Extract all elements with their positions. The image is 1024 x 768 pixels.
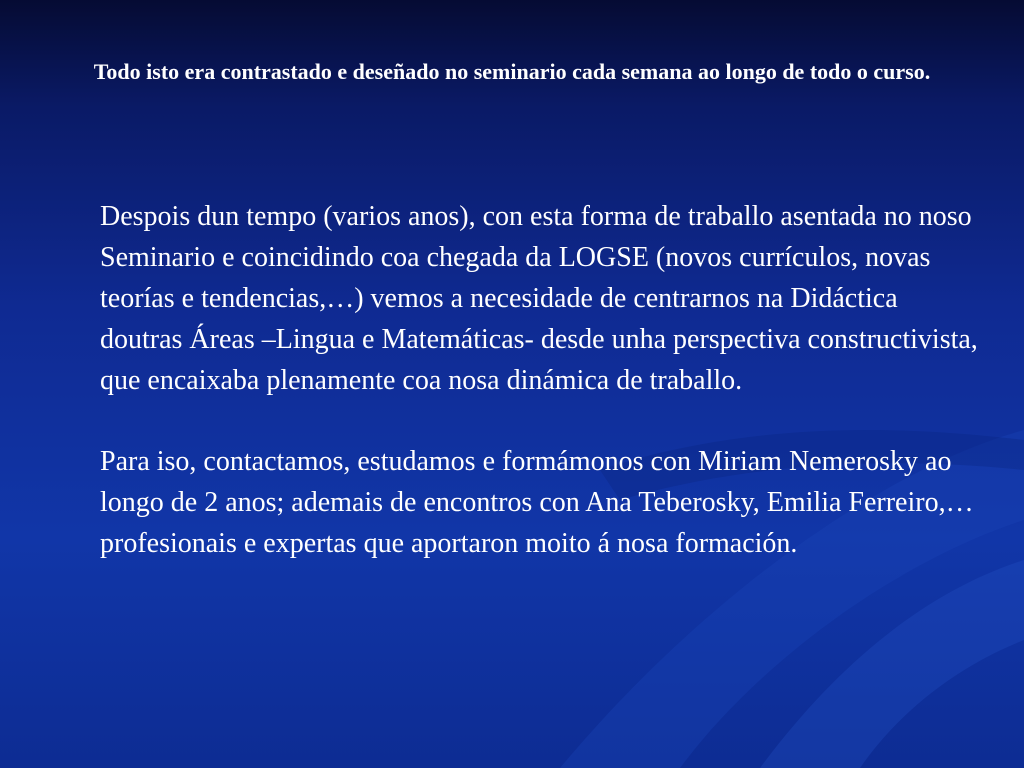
- paragraph-2: Para iso, contactamos, estudamos e formámonos con Miriam Nemerosky ao longo de 2 anos; ademais de encontros con Ana Teberosky, Emilia Ferreiro,… profesionais e expertas que aportaron moito á nosa formación.: [100, 446, 974, 559]
- slide-body: [100, 196, 980, 604]
- paragraph-1: Despois dun tempo (varios anos), con esta forma de traballo asentada no noso Seminario e coincidindo coa chegada da LOGSE (novos currículos, novas teorías e tendencias,…) vemos a necesidade de centrarnos na Didáctica doutras Áreas –Lingua e Matemáticas- desde unha perspectiva constructivista, que encaixaba plenamente coa nosa dinámica de traballo.: [100, 201, 978, 396]
- slide-title: Todo isto era contrastado e deseñado no seminario cada semana ao longo de todo o curso.: [93, 59, 931, 84]
